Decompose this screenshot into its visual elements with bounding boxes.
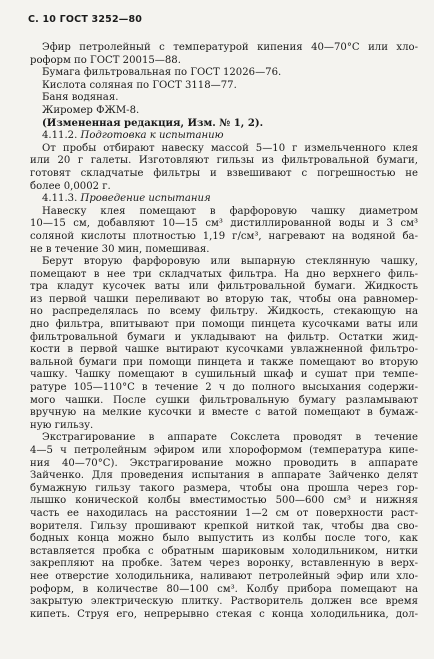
text-line: Жиромер ФЖМ-8. — [42, 104, 140, 116]
text-line: Берут вторую фарфоровую или выпарную стеклянную чашку, — [42, 256, 418, 268]
text-line: бумажную гильзу такого размера, чтобы она прошла через гор- — [30, 482, 418, 494]
page-number: С. 10 — [28, 14, 57, 25]
text-line: Кислота соляная по ГОСТ 3118—77. — [42, 79, 237, 91]
text-line: более 0,0002 г. — [30, 180, 111, 192]
text-line: роформ по ГОСТ 20015—88. — [30, 54, 181, 66]
text-line: 4.11.3. Проведение испытания — [42, 193, 211, 205]
page-header — [28, 14, 142, 25]
text-line: ную гильзу. — [30, 419, 94, 431]
text-line: вставляется пробка с обратным шариковым холодильником, нитки — [30, 545, 418, 557]
text-line: фильтровальной бумаги и укладывают на фильтр. Остатки жид- — [30, 331, 418, 343]
document-body — [30, 42, 418, 621]
text-line: Навеску клея помещают в фарфоровую чашку диаметром — [42, 205, 418, 217]
text-line: Баня водяная. — [42, 92, 119, 104]
text-line: закрытую электрическую плитку. Растворитель должен все время — [30, 596, 418, 608]
text-line: Экстрагирование в аппарате Сокслета проводят в течение — [42, 432, 418, 444]
text-line: или 20 г галеты. Изготовляют гильзы из фильтровальной бумаги, — [30, 155, 418, 167]
text-line: Зайченко. Для проведения испытания в аппарате Зайченко делят — [30, 470, 418, 482]
text-line: 4.11.2. Подготовка к испытанию — [42, 130, 224, 142]
text-line: из первой чашки переливают во вторую так, чтобы она равномер- — [30, 293, 418, 305]
text-line: роформ, в количестве 80—100 см³. Колбу прибора помещают на — [30, 583, 418, 595]
text-line: но распределялась по всему фильтру. Жидкость, стекающую на — [30, 306, 418, 318]
text-line: помещают в нее три складчатых фильтра. На дно верхнего филь- — [30, 268, 418, 280]
text-line: не в течение 30 мин, помешивая. — [30, 243, 210, 255]
standard-number: ГОСТ 3252—80 — [59, 14, 143, 25]
text-line: ратуре 105—110°С в течение 2 ч до полного высыхания содержи- — [30, 382, 418, 394]
text-line: мого чашки. После сушки фильтровальную бумагу разламывают — [30, 394, 418, 406]
text-line: закрепляют на пробке. Затем через воронку, вставленную в верх- — [30, 558, 418, 570]
text-line: ния 40—70°С). Экстрагирование можно проводить в аппарате — [30, 457, 418, 469]
text-line: дно фильтра, впитывают при помощи пинцета кусочками ваты или — [30, 319, 418, 331]
text-line: Эфир петролейный с температурой кипения 40—70°С или хло- — [42, 42, 418, 53]
text-line: бодных конца можно было выпустить из колбы после того, как — [30, 533, 418, 545]
text-line: 4—5 ч петролейным эфиром или хлороформом (температура кипе- — [30, 445, 418, 456]
text-line: нее отверстие холодильника, наливают петролейный эфир или хло- — [30, 570, 418, 582]
text-line: 10—15 см, добавляют 10—15 см³ дистиллированной воды и 3 см³ — [30, 218, 418, 230]
text-line: тра кладут кусочек ваты или фильтровальной бумаги. Жидкость — [30, 281, 418, 293]
text-line: вручную на мелкие кусочки и вместе с ватой помещают в бумаж- — [30, 407, 418, 419]
text-line: ворителя. Гильзу прошивают крепкой ниткой так, чтобы два сво- — [30, 520, 418, 532]
text-line: Бумага фильтровальная по ГОСТ 12026—76. — [42, 67, 282, 79]
text-line: (Измененная редакция, Изм. № 1, 2). — [42, 117, 264, 129]
text-line: часть ее находилась на расстоянии 1—2 см от поверхности раст- — [30, 507, 418, 519]
text-line: вальной бумаги при помощи пинцета и также помещают во вторую — [30, 356, 418, 368]
text-line: чашку. Чашку помещают в сушильный шкаф и сушат при темпе- — [30, 369, 418, 381]
text-line: кипеть. Струя его, непрерывно стекая с конца холодильника, дол- — [30, 608, 418, 620]
text-line: готовят складчатые фильтры и взвешивают с погрешностью не — [30, 167, 418, 179]
text-line: лышко конической колбы вместимостью 500—600 см³ и нижняя — [30, 495, 418, 507]
text-line: соляной кислоты плотностью 1,19 г/см³, нагревают на водяной ба- — [30, 230, 418, 242]
text-line: От пробы отбирают навеску массой 5—10 г измельченного клея — [42, 142, 418, 154]
text-line: кости в первой чашке вытирают кусочками увлажненной фильтро- — [30, 344, 418, 356]
